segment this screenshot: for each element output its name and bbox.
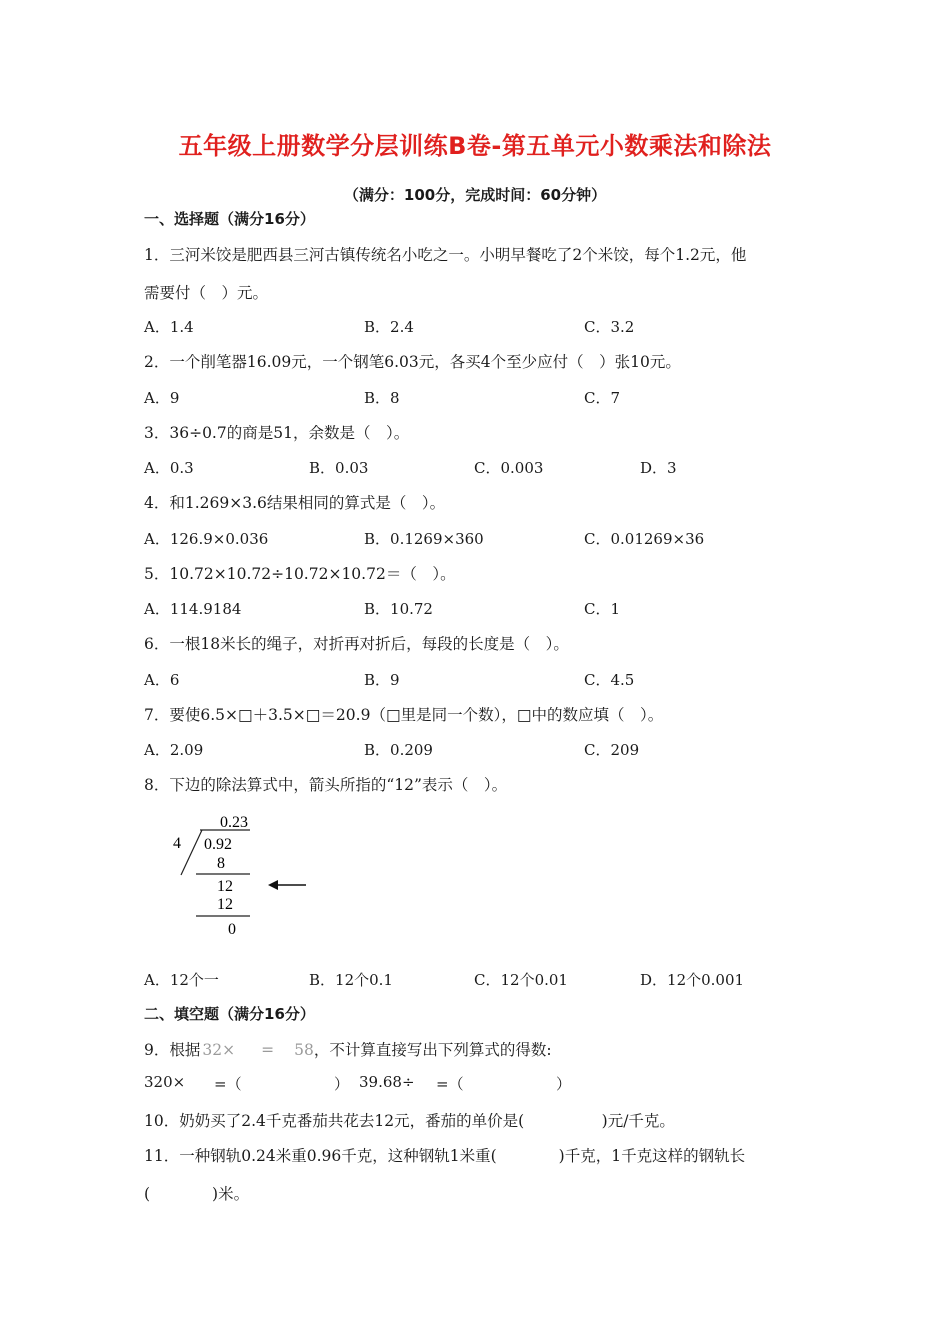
question-2-option-a: A．9 xyxy=(144,389,180,407)
arrow-icon xyxy=(268,880,278,890)
question-9-right-close: ） xyxy=(556,1075,572,1093)
question-9-prefix: 9．根据 xyxy=(144,1041,201,1059)
question-9-suffix: ，不计算直接写出下列算式的得数: xyxy=(313,1041,552,1059)
division-step-3: 12 xyxy=(217,896,233,913)
question-3-option-b: B．0.03 xyxy=(309,459,369,477)
question-2-text: 2．一个削笔器16.09元，一个钢笔6.03元，各买4个至少应付（ ）张10元。 xyxy=(144,353,681,371)
division-step-1: 8 xyxy=(217,855,225,872)
question-5-option-a: A．114.9184 xyxy=(144,600,242,618)
question-6-option-a: A．6 xyxy=(144,671,180,689)
question-9-faint-expr: 32× xyxy=(202,1041,236,1059)
question-8-option-b: B．12个0.1 xyxy=(309,971,393,989)
question-6-text: 6．一根18米长的绳子，对折再对折后，每段的长度是（ ）。 xyxy=(144,635,569,653)
question-6-option-c: C．4.5 xyxy=(584,671,635,689)
question-8-option-d: D．12个0.001 xyxy=(640,971,745,989)
question-7-text: 7．要使6.5×□＋3.5×□＝20.9（□里是同一个数），□中的数应填（ ）。 xyxy=(144,706,664,724)
question-2-option-b: B．8 xyxy=(364,389,400,407)
question-3-option-c: C．0.003 xyxy=(474,459,544,477)
question-3-option-d: D．3 xyxy=(640,459,677,477)
question-7-option-b: B．0.209 xyxy=(364,741,433,759)
section-heading-choice: 一、选择题（满分16分） xyxy=(144,210,315,228)
long-division-figure xyxy=(160,808,320,943)
question-1-text: 1．三河米饺是肥西县三河古镇传统名小吃之一。小明早餐吃了2个米饺，每个1.2元，他 xyxy=(144,246,747,264)
question-4-option-b: B．0.1269×360 xyxy=(364,530,484,548)
question-9-left-eq: =（ xyxy=(214,1075,242,1093)
question-11-text: 11．一种钢轨0.24米重0.96千克，这种钢轨1米重( )千克，1千克这样的钢轨长 xyxy=(144,1147,746,1165)
question-7-option-c: C．209 xyxy=(584,741,640,759)
division-remainder: 0 xyxy=(228,921,236,938)
question-9-text xyxy=(144,1038,552,1060)
division-quotient: 0.23 xyxy=(220,814,248,831)
question-1-text-cont: 需要付（ ）元。 xyxy=(144,284,269,302)
question-5-option-c: C．1 xyxy=(584,600,621,618)
question-1-option-b: B．2.4 xyxy=(364,318,414,336)
page-title: 五年级上册数学分层训练B卷-第五单元小数乘法和除法 xyxy=(178,132,772,160)
question-4-option-a: A．126.9×0.036 xyxy=(144,530,269,548)
question-9-left-expr: 320× xyxy=(144,1073,186,1091)
question-1-option-a: A．1.4 xyxy=(144,318,194,336)
question-9-right-expr: 39.68÷ xyxy=(359,1073,415,1091)
division-bracket xyxy=(181,830,202,875)
question-5-text: 5．10.72×10.72÷10.72×10.72＝（ ）。 xyxy=(144,565,456,583)
question-8-option-c: C．12个0.01 xyxy=(474,971,568,989)
question-9-right-eq: =（ xyxy=(436,1075,464,1093)
question-8-text: 8．下边的除法算式中，箭头所指的“12”表示（ ）。 xyxy=(144,776,508,794)
question-3-text: 3．36÷0.7的商是51，余数是（ ）。 xyxy=(144,424,410,442)
question-4-option-c: C．0.01269×36 xyxy=(584,530,705,548)
question-3-option-a: A．0.3 xyxy=(144,459,194,477)
question-5-option-b: B．10.72 xyxy=(364,600,433,618)
question-10-text: 10．奶奶买了2.4千克番茄共花去12元，番茄的单价是( )元/千克。 xyxy=(144,1112,675,1130)
question-9-faint-result: 58 xyxy=(294,1041,314,1059)
section-heading-fill: 二、填空题（满分16分） xyxy=(144,1005,315,1023)
question-9-left-close: ） xyxy=(334,1075,350,1093)
question-7-option-a: A．2.09 xyxy=(144,741,204,759)
question-6-option-b: B．9 xyxy=(364,671,400,689)
question-1-option-c: C．3.2 xyxy=(584,318,635,336)
division-dividend: 0.92 xyxy=(204,836,232,853)
question-11-text-cont: ( )米。 xyxy=(144,1185,250,1203)
page-subtitle: （满分：100分，完成时间：60分钟） xyxy=(343,186,607,204)
question-9-faint-eq: = xyxy=(261,1041,275,1059)
question-8-option-a: A．12个一 xyxy=(144,971,219,989)
division-step-2: 12 xyxy=(217,878,233,895)
division-divisor: 4 xyxy=(173,835,181,852)
question-2-option-c: C．7 xyxy=(584,389,621,407)
question-4-text: 4．和1.269×3.6结果相同的算式是（ ）。 xyxy=(144,494,446,512)
